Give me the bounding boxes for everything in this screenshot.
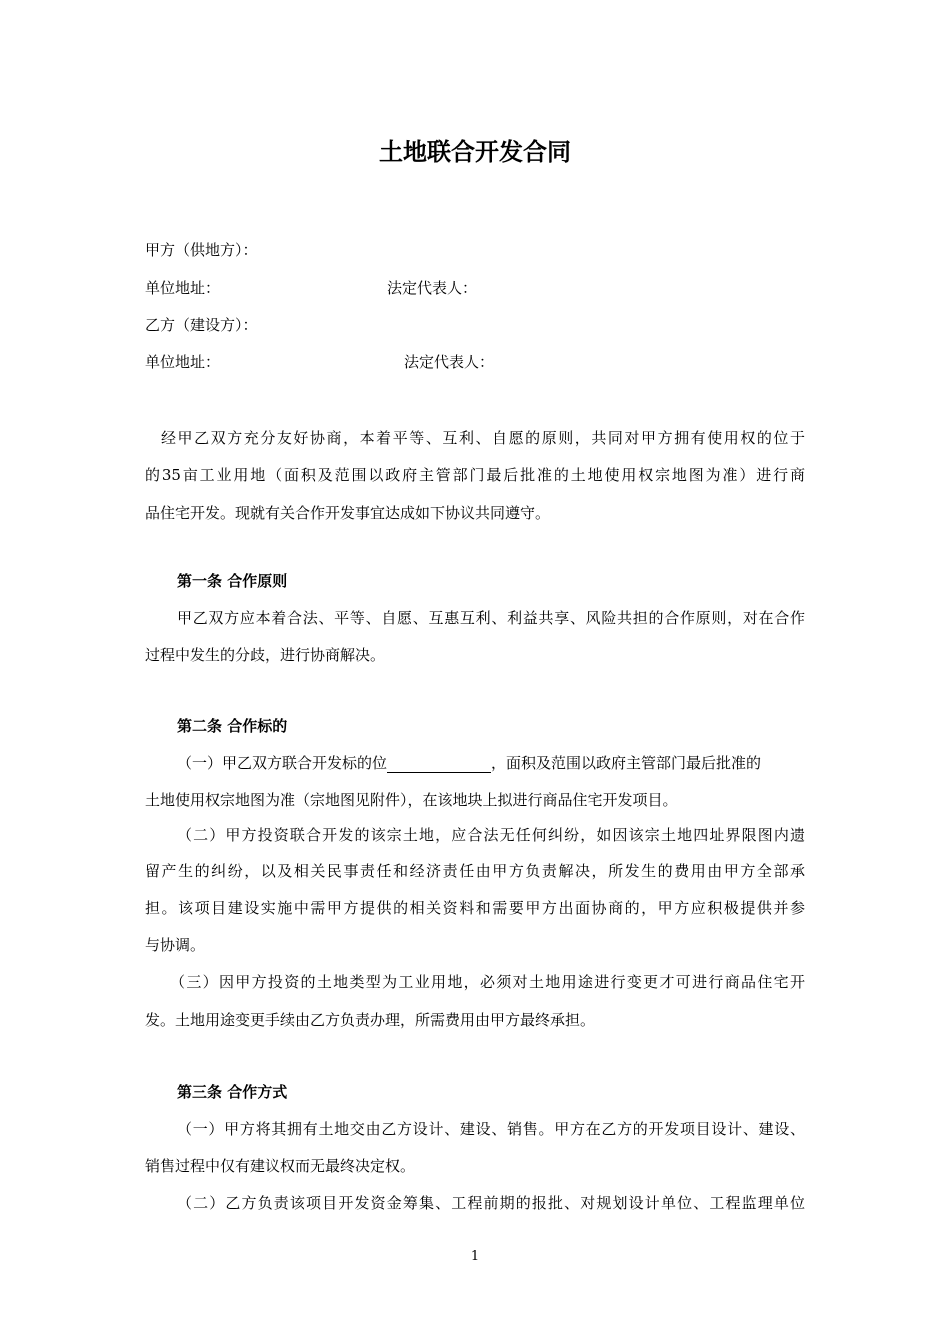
- article-2-item-2-line: （二）甲方投资联合开发的该宗土地，应合法无任何纠纷，如因该宗土地四址界限图内遗: [177, 826, 805, 844]
- article-1-line: 甲乙双方应本着合法、平等、自愿、互惠互利、利益共享、风险共担的合作原则，对在合作: [177, 609, 805, 627]
- article-2-item-3-line: （三）因甲方投资的土地类型为工业用地，必须对土地用途进行变更才可进行商品住宅开: [170, 973, 805, 991]
- party-a-rep-label: 法定代表人：: [387, 279, 478, 297]
- article-3-heading: 第三条 合作方式: [177, 1083, 288, 1101]
- page-number: 1: [470, 1249, 480, 1264]
- article-3-item-1-line: 销售过程中仅有建议权而无最终决定权。: [145, 1157, 416, 1175]
- intro-line: 经甲乙双方充分友好协商，本着平等、互利、自愿的原则，共同对甲方拥有使用权的位于: [161, 429, 805, 447]
- article-2-item-1: [177, 753, 761, 773]
- article-2-item-1-before: （一）甲乙双方联合开发标的位: [177, 754, 388, 772]
- party-a-label: 甲方（供地方）：: [145, 241, 258, 259]
- party-b-rep-label: 法定代表人：: [404, 353, 495, 371]
- article-2-item-2-line: 与协调。: [145, 936, 206, 954]
- article-2-item-1-after: ，面积及范围以政府主管部门最后批准的: [491, 754, 762, 772]
- location-blank: [387, 756, 491, 773]
- intro-line: 的35亩工业用地（面积及范围以政府主管部门最后批准的土地使用权宗地图为准）进行商: [145, 466, 805, 484]
- article-3-item-2-line: （二）乙方负责该项目开发资金筹集、工程前期的报批、对规划设计单位、工程监理单位: [177, 1194, 805, 1212]
- article-2-item-3-line: 发。土地用途变更手续由乙方负责办理，所需费用由甲方最终承担。: [145, 1011, 596, 1029]
- article-2-item-1-line-2: 土地使用权宗地图为准（宗地图见附件），在该地块上拟进行商品住宅开发项目。: [145, 791, 678, 809]
- party-b-label: 乙方（建设方）：: [145, 316, 258, 334]
- article-3-item-1-line: （一）甲方将其拥有土地交由乙方设计、建设、销售。甲方在乙方的开发项目设计、建设、: [177, 1120, 805, 1138]
- party-b-address-label: 单位地址：: [145, 353, 221, 371]
- article-2-item-2-line: 担。该项目建设实施中需甲方提供的相关资料和需要甲方出面协商的，甲方应积极提供并参: [145, 899, 805, 917]
- party-a-address-label: 单位地址：: [145, 279, 221, 297]
- intro-line: 品住宅开发。现就有关合作开发事宜达成如下协议共同遵守。: [145, 504, 551, 522]
- article-1-heading: 第一条 合作原则: [177, 572, 288, 590]
- document-title: 土地联合开发合同: [379, 138, 571, 166]
- article-1-line: 过程中发生的分歧，进行协商解决。: [145, 646, 386, 664]
- article-2-heading: 第二条 合作标的: [177, 717, 288, 735]
- article-2-item-2-line: 留产生的纠纷，以及相关民事责任和经济责任由甲方负责解决，所发生的费用由甲方全部承: [145, 862, 805, 880]
